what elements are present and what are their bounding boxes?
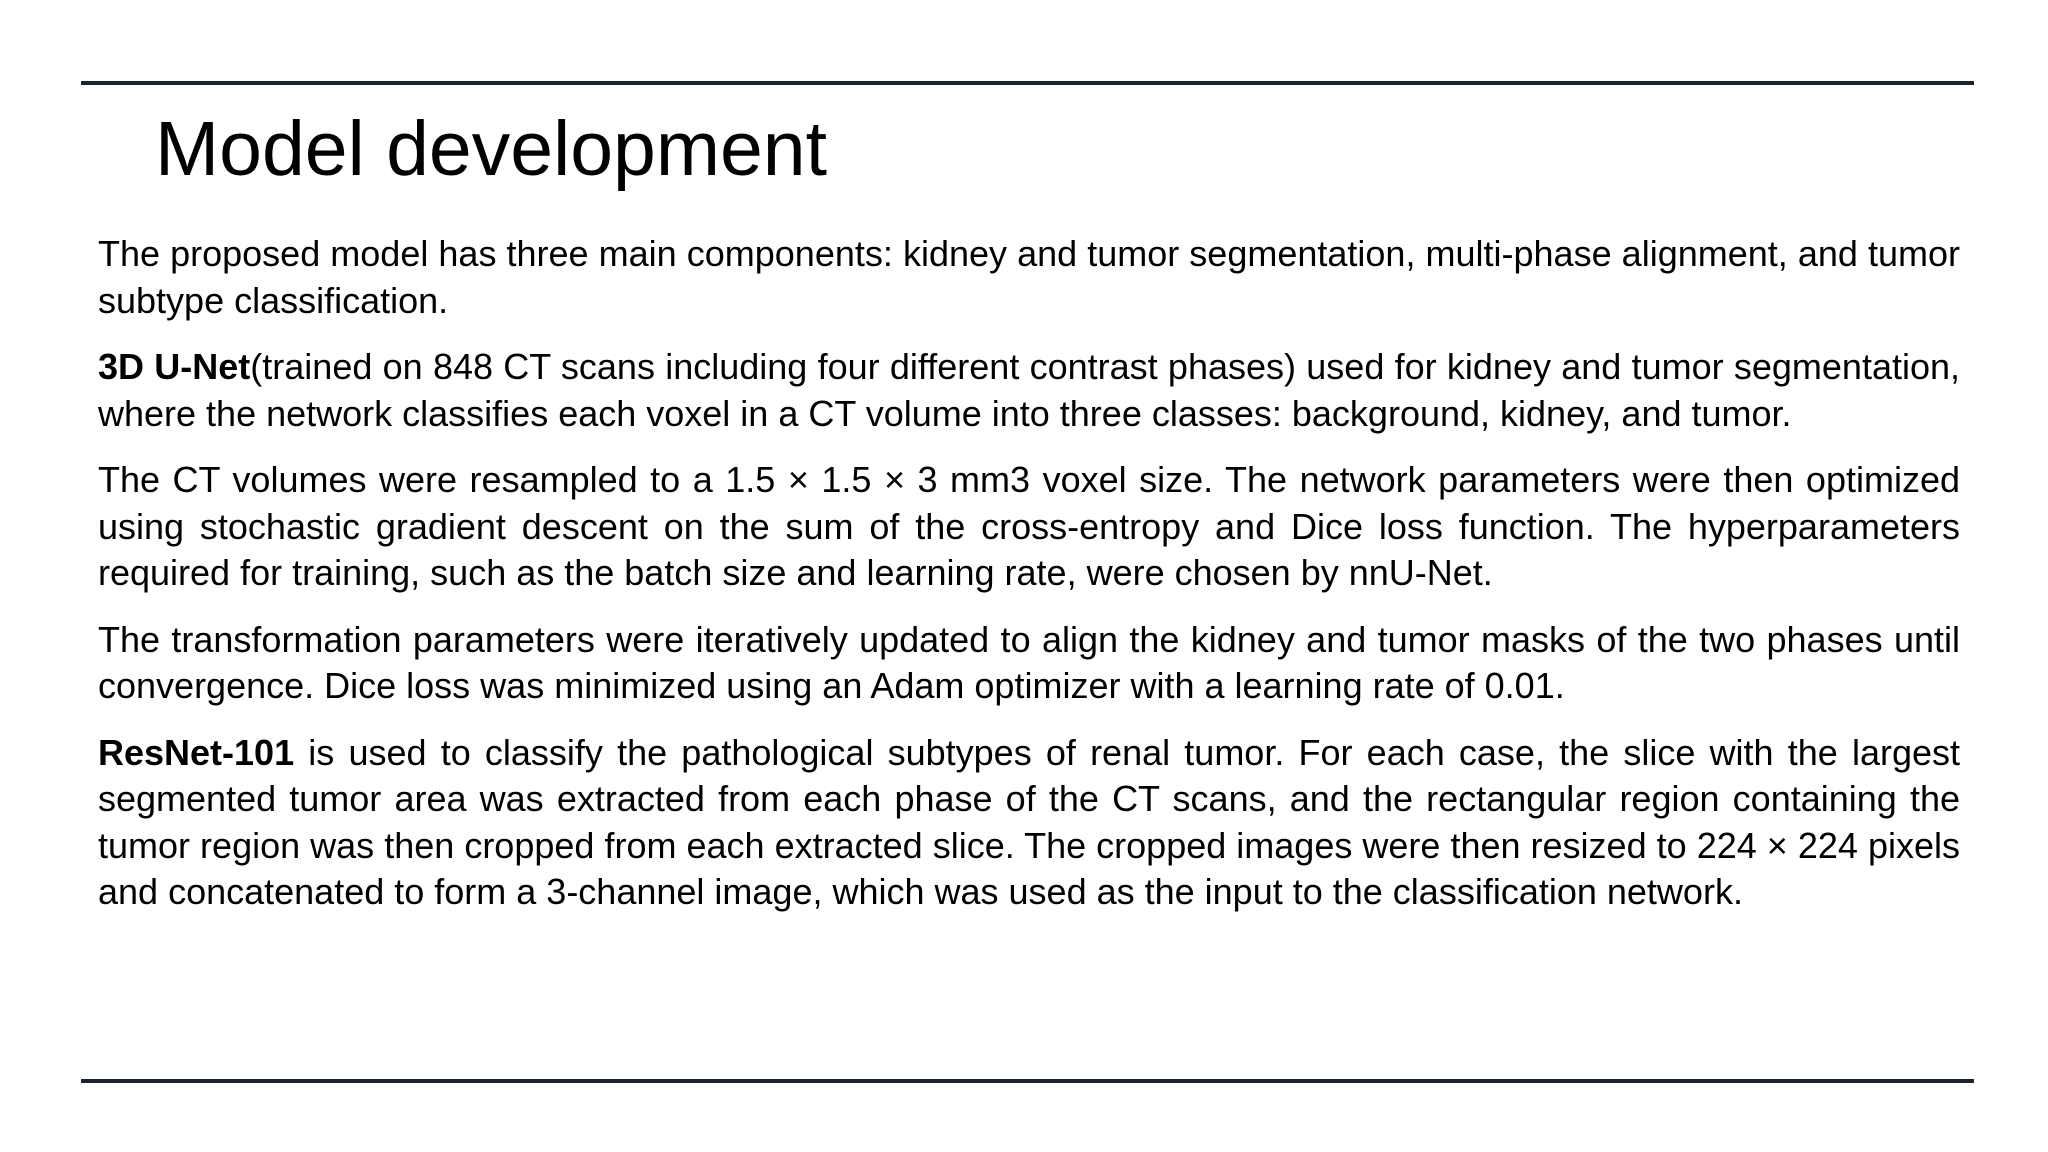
paragraph-lead: 3D U-Net <box>98 346 251 387</box>
paragraph-text: is used to classify the pathological subtypes of renal tumor. For each case, the slice with the largest segmented tumor area was extracted from each phase of the CT scans, and the rectangular region containing the tumor region was then cropped from each extracted slice. The cropped images were then resized to 224 × 224 pixels and concatenated to form a 3-channel image, which was used as the input to the classification network. <box>98 731 1960 912</box>
top-divider <box>81 81 1974 85</box>
paragraph-text: The proposed model has three main components: kidney and tumor segmentation, multi-phase alignment, and tumor subtype classification. <box>98 233 1960 321</box>
paragraph-resnet <box>98 730 1960 916</box>
paragraph-alignment <box>98 617 1960 710</box>
paragraph-resampling <box>98 457 1960 597</box>
paragraph-text: The transformation parameters were iteratively updated to align the kidney and tumor masks of the two phases until convergence. Dice loss was minimized using an Adam optimizer with a learning rate of 0.01. <box>98 618 1960 706</box>
paragraph-text: The CT volumes were resampled to a 1.5 × 1.5 × 3 mm3 voxel size. The network parameters were then optimized using stochastic gradient descent on the sum of the cross-entropy and Dice loss function. The hyperparameters required for training, such as the batch size and learning rate, were chosen by nnU-Net. <box>98 459 1960 593</box>
slide-title: Model development <box>155 106 828 192</box>
bottom-divider <box>81 1079 1974 1083</box>
paragraph-overview <box>98 231 1960 324</box>
paragraph-unet <box>98 344 1960 437</box>
paragraph-lead: ResNet-101 <box>98 731 295 773</box>
slide-body <box>98 231 1960 936</box>
paragraph-text: (trained on 848 CT scans including four different contrast phases) used for kidney and tumor segmentation, where the network classifies each voxel in a CT volume into three classes: background, kidney, and tumor. <box>98 346 1961 434</box>
